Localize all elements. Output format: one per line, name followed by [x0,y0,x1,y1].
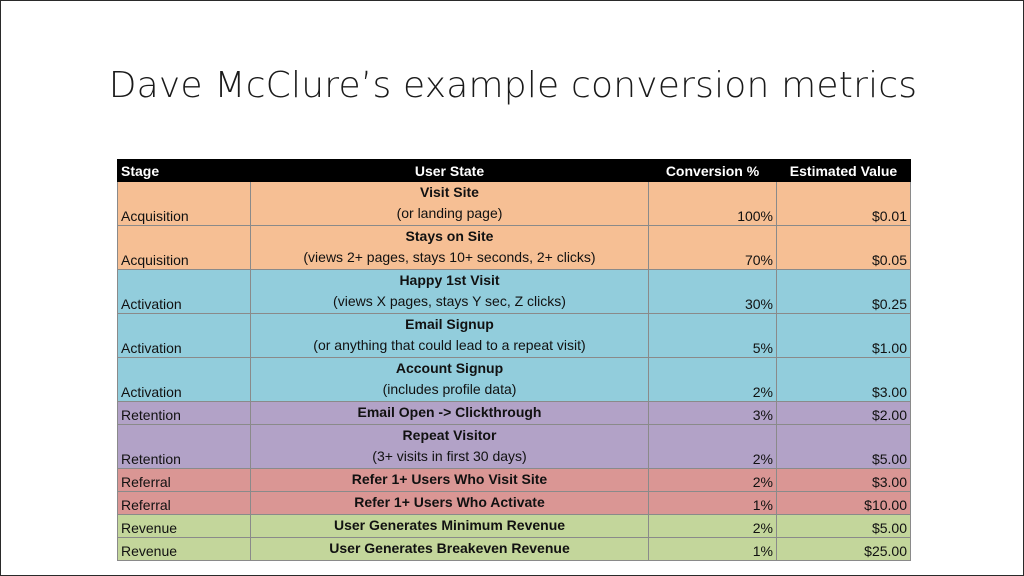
cell-stage: Revenue [118,515,251,538]
cell-user-state [251,515,649,538]
cell-stage: Acquisition [118,182,251,226]
conversion-metrics-table [117,159,911,561]
table-row [118,538,911,561]
user-state-label: Account Signup [395,360,504,376]
cell-stage: Revenue [118,538,251,561]
user-state-label: User Generates Minimum Revenue [333,517,566,533]
user-state-detail: (views 2+ pages, stays 10+ seconds, 2+ clicks) [303,249,596,265]
cell-estimated-value: $5.00 [777,425,911,469]
cell-user-state [251,226,649,270]
cell-estimated-value: $3.00 [777,358,911,402]
slide-title: Dave McClure’s example conversion metrics [108,65,918,106]
cell-conversion: 1% [649,492,777,515]
cell-user-state [251,425,649,469]
table-row [118,515,911,538]
cell-stage: Activation [118,358,251,402]
user-state-detail: (includes profile data) [382,381,517,397]
cell-conversion: 30% [649,270,777,314]
cell-estimated-value: $2.00 [777,402,911,425]
table-row [118,314,911,358]
user-state-label: Repeat Visitor [402,427,497,443]
cell-estimated-value: $3.00 [777,469,911,492]
table-row [118,469,911,492]
cell-user-state [251,358,649,402]
cell-conversion: 70% [649,226,777,270]
cell-user-state [251,182,649,226]
user-state-label: Email Open -> Clickthrough [357,404,542,420]
table-header-row [118,160,911,182]
cell-stage: Referral [118,492,251,515]
cell-user-state [251,492,649,515]
user-state-label: Visit Site [420,184,479,200]
cell-stage: Activation [118,314,251,358]
user-state-label: User Generates Breakeven Revenue [329,540,570,556]
cell-estimated-value: $10.00 [777,492,911,515]
cell-user-state [251,270,649,314]
table-body [118,182,911,561]
table-row [118,358,911,402]
cell-user-state [251,402,649,425]
cell-conversion: 100% [649,182,777,226]
cell-user-state [251,538,649,561]
cell-estimated-value: $5.00 [777,515,911,538]
user-state-label: Refer 1+ Users Who Activate [354,494,545,510]
header-stage: Stage [118,160,251,182]
user-state-label: Refer 1+ Users Who Visit Site [351,471,548,487]
cell-estimated-value: $0.25 [777,270,911,314]
cell-conversion: 2% [649,515,777,538]
user-state-label: Email Signup [405,316,494,332]
cell-conversion: 2% [649,425,777,469]
cell-stage: Retention [118,425,251,469]
user-state-detail: (or anything that could lead to a repeat visit) [313,337,586,353]
cell-estimated-value: $0.01 [777,182,911,226]
table-row [118,270,911,314]
user-state-detail: (3+ visits in first 30 days) [372,448,527,464]
table-row [118,182,911,226]
header-conversion: Conversion % [649,160,777,182]
user-state-detail: (views X pages, stays Y sec, Z clicks) [333,293,566,309]
table-row [118,402,911,425]
cell-stage: Activation [118,270,251,314]
cell-user-state [251,314,649,358]
cell-estimated-value: $25.00 [777,538,911,561]
user-state-label: Stays on Site [405,228,494,244]
user-state-label: Happy 1st Visit [399,272,500,288]
cell-user-state [251,469,649,492]
table-row [118,226,911,270]
cell-conversion: 5% [649,314,777,358]
cell-conversion: 2% [649,469,777,492]
cell-estimated-value: $1.00 [777,314,911,358]
header-user-state: User State [251,160,649,182]
cell-estimated-value: $0.05 [777,226,911,270]
header-estimated-value: Estimated Value [777,160,911,182]
table-row [118,492,911,515]
cell-stage: Referral [118,469,251,492]
table-row [118,425,911,469]
cell-stage: Acquisition [118,226,251,270]
user-state-detail: (or landing page) [396,205,503,221]
cell-stage: Retention [118,402,251,425]
cell-conversion: 3% [649,402,777,425]
cell-conversion: 1% [649,538,777,561]
cell-conversion: 2% [649,358,777,402]
